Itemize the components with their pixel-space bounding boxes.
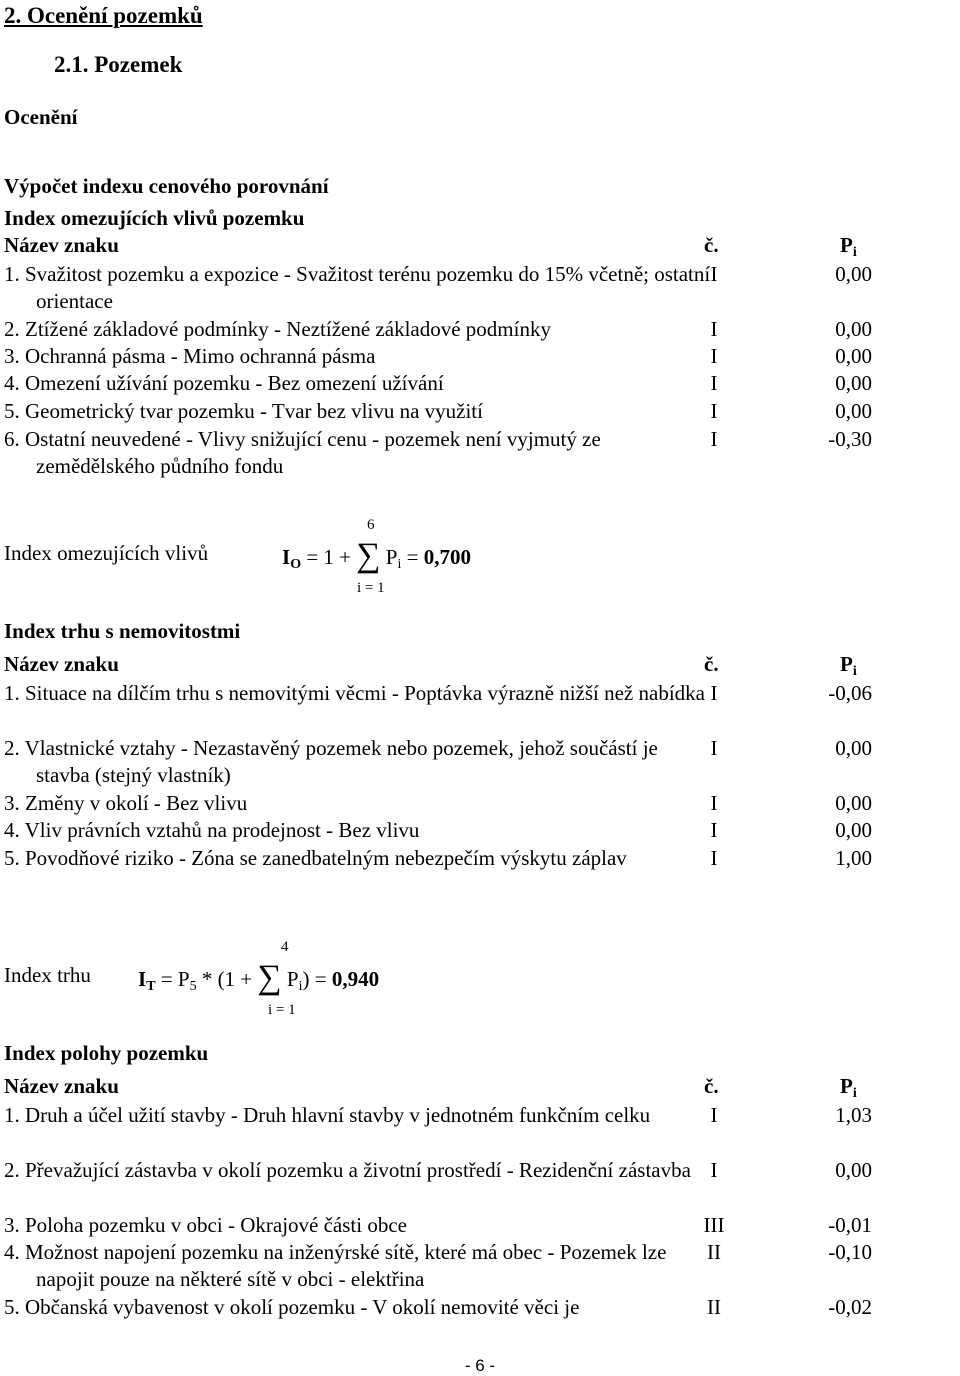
header-p: $P_i$ (840, 233, 857, 260)
row-name: 6. Ostatní neuvedené - Vlivy snižující cenu - pozemek není vyjmutý ze zemědělského půdního fondu (4, 427, 601, 478)
row-class: II (707, 1295, 721, 1319)
row-value: -0,10 (828, 1240, 872, 1264)
restricting-formula: $I_O = 1$ + ∑ $P_i = 0,700$ (282, 537, 471, 574)
row-class: I (710, 791, 718, 815)
row-class: I (710, 1158, 718, 1182)
sum-lower-limit: i = 1 (268, 1002, 296, 1018)
valuation-heading: Ocenění (4, 105, 78, 129)
sum-lower-limit: i = 1 (357, 580, 385, 596)
row-value: 1,00 (835, 846, 872, 870)
market-formula: $I_T = P_5 * (1$ + ∑ $P_i) = 0,940$ (138, 959, 380, 996)
row-value: 0,00 (835, 317, 872, 341)
calc-title: Výpočet indexu cenového porovnání (4, 174, 329, 198)
row-value: -0,01 (828, 1213, 872, 1237)
row-class: I (710, 399, 718, 423)
row-value: 0,00 (835, 1158, 872, 1182)
row-name: 2. Vlastnické vztahy - Nezastavěný pozemek nebo pozemek, jehož součástí je stavba (stejný vlastník) (4, 736, 658, 787)
row-name: 5. Občanská vybavenost v okolí pozemku - V okolí nemovité věci je (4, 1295, 580, 1319)
sum-upper-limit: 6 (367, 517, 375, 533)
row-name: 2. Ztížené základové podmínky - Neztížené základové podmínky (4, 317, 551, 341)
row-name: 3. Ochranná pásma - Mimo ochranná pásma (4, 344, 376, 368)
header-name: Název znaku (4, 652, 119, 676)
header-p: $P_i$ (840, 652, 857, 679)
sum-upper-limit: 4 (281, 939, 289, 955)
header-name: Název znaku (4, 1074, 119, 1098)
location-title: Index polohy pozemku (4, 1041, 209, 1065)
market-result: 0,940 (331, 967, 380, 991)
row-name: 5. Geometrický tvar pozemku - Tvar bez vlivu na využití (4, 399, 483, 423)
row-class: I (710, 846, 718, 870)
header-class: č. (704, 652, 719, 676)
row-name: 2. Převažující zástavba v okolí pozemku a životní prostředí - Rezidenční zástavba (4, 1158, 691, 1182)
row-class: I (710, 317, 718, 341)
row-name: 1. Situace na dílčím trhu s nemovitými věcmi - Poptávka výrazně nižší než nabídka (4, 681, 705, 705)
row-class: I (710, 736, 718, 760)
restricting-result: 0,700 (423, 545, 471, 569)
row-value: -0,06 (828, 681, 872, 705)
row-name: 5. Povodňové riziko - Zóna se zanedbatelným nebezpečím výskytu záplav (4, 846, 627, 870)
row-class: I (710, 371, 718, 395)
page-number: - 6 - (464, 1356, 496, 1375)
row-value: 0,00 (835, 262, 872, 286)
row-name: 3. Poloha pozemku v obci - Okrajové části obce (4, 1213, 407, 1237)
row-class: I (710, 344, 718, 368)
row-class: I (710, 1103, 718, 1127)
market-formula-label: Index trhu (4, 963, 91, 987)
row-name: 1. Druh a účel užití stavby - Druh hlavní stavby v jednotném funkčním celku (4, 1103, 651, 1127)
restricting-formula-label: Index omezujících vlivů (4, 541, 209, 565)
row-value: 0,00 (835, 818, 872, 842)
row-name: 1. Svažitost pozemku a expozice - Svažitost terénu pozemku do 15% včetně; ostatní orientace (4, 262, 711, 313)
header-class: č. (704, 233, 719, 257)
row-class: III (703, 1213, 725, 1237)
market-title: Index trhu s nemovitostmi (4, 619, 241, 643)
row-class: I (710, 262, 718, 286)
header-name: Název znaku (4, 233, 119, 257)
row-name: 4. Vliv právních vztahů na prodejnost - Bez vlivu (4, 818, 420, 842)
row-value: -0,30 (828, 427, 872, 451)
row-class: I (710, 427, 718, 451)
row-class: II (707, 1240, 721, 1264)
section-heading: 2.1. Pozemek (54, 52, 183, 77)
row-class: I (710, 681, 718, 705)
restricting-title: Index omezujících vlivů pozemku (4, 206, 305, 230)
chapter-heading: 2. Ocenění pozemků (4, 3, 203, 28)
sigma-icon: ∑ (356, 537, 381, 574)
row-value: 1,03 (835, 1103, 872, 1127)
row-value: 0,00 (835, 736, 872, 760)
row-name: 3. Změny v okolí - Bez vlivu (4, 791, 248, 815)
row-name: 4. Možnost napojení pozemku na inženýrské sítě, které má obec - Pozemek lze napojit pouze na některé sítě v obci - elektřina (4, 1240, 667, 1291)
row-value: 0,00 (835, 791, 872, 815)
row-class: I (710, 818, 718, 842)
row-name: 4. Omezení užívání pozemku - Bez omezení užívání (4, 371, 444, 395)
row-value: 0,00 (835, 371, 872, 395)
header-class: č. (704, 1074, 719, 1098)
row-value: 0,00 (835, 344, 872, 368)
row-value: 0,00 (835, 399, 872, 423)
header-p: $P_i$ (840, 1074, 857, 1101)
sigma-icon: ∑ (257, 959, 282, 996)
row-value: -0,02 (828, 1295, 872, 1319)
